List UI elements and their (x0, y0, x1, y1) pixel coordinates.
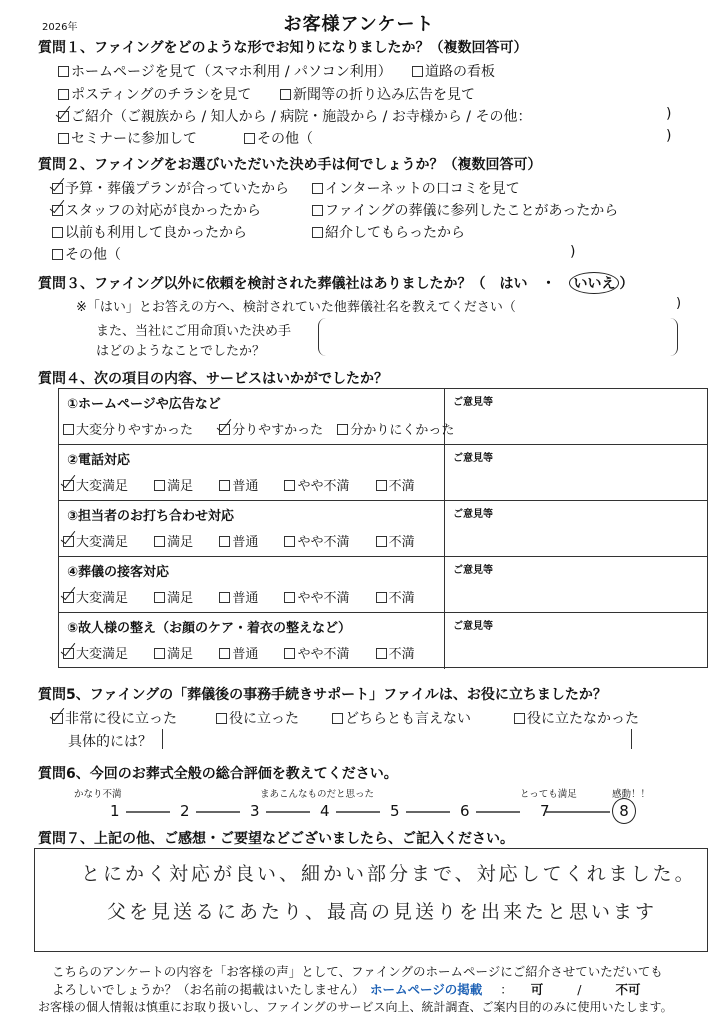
row-heading: ⑤故人様の整え（お顔のケア・着衣の整えなど） (67, 621, 352, 636)
q3-reason-bracket[interactable] (318, 318, 678, 356)
handwritten-comment-line1: とにかく対応が良い、細かい部分まで、対応してくれました。 (81, 863, 697, 885)
opinion-label: ご意見等 (453, 397, 493, 408)
scale-label-top: 感動！！ (612, 789, 651, 800)
checkbox-icon[interactable] (244, 133, 255, 144)
option-somewhat-dissatisfied[interactable]: やや不満 (284, 535, 349, 550)
checkbox-icon[interactable] (154, 536, 165, 547)
consent-no[interactable]: 不可 (615, 982, 641, 997)
option-dissatisfied[interactable]: 不満 (376, 479, 415, 494)
checked-checkbox-icon[interactable] (52, 183, 63, 194)
checked-checkbox-icon[interactable] (52, 205, 63, 216)
row-heading: ③担当者のお打ち合わせ対応 (67, 509, 235, 524)
q7-question: 質問７、上記の他、ご感想・ご要望などございましたら、ご記入ください。 (38, 831, 514, 847)
option-dissatisfied[interactable]: 不満 (376, 647, 415, 662)
q2-option-previous[interactable]: 以前も利用して良かったから (52, 222, 247, 242)
checkbox-icon[interactable] (332, 713, 343, 724)
checkbox-icon[interactable] (412, 66, 423, 77)
checkbox-icon[interactable] (63, 424, 74, 435)
scale-1[interactable]: 1 (110, 802, 120, 820)
footer-line2: よろしいでしょうか？（お名前の掲載はいたしません） (52, 982, 365, 997)
checkbox-icon[interactable] (216, 713, 227, 724)
q4-row-funeral-service (59, 557, 707, 613)
q5-option-very-helpful[interactable]: 非常に役に立った (52, 708, 177, 728)
option-dissatisfied[interactable]: 不満 (376, 535, 415, 550)
footer-line1: こちらのアンケートの内容を「お客様の声」として、ファイングのホームページにご紹介させていただいても (52, 964, 663, 979)
option-unclear[interactable]: 分かりにくかった (337, 423, 454, 438)
q3-question: 質問３、ファイング以外に依頼を検討された葬儀社はありましたか？（ はい ・ いいえ ） (38, 272, 633, 294)
checked-checkbox-icon[interactable] (219, 424, 230, 435)
q2-option-other[interactable]: その他（ (52, 244, 121, 264)
checkbox-icon[interactable] (284, 648, 295, 659)
q5-option-neutral[interactable]: どちらとも言えない (332, 708, 471, 728)
q5-detail-bracket[interactable] (162, 729, 632, 749)
checkbox-icon[interactable] (219, 648, 230, 659)
checkbox-icon[interactable] (154, 480, 165, 491)
checkbox-icon[interactable] (284, 480, 295, 491)
checkbox-icon[interactable] (154, 648, 165, 659)
scale-label-high: とっても満足 (520, 789, 577, 800)
q2-option-budget[interactable]: 予算・葬儀プランが合っていたから (52, 178, 289, 198)
opinion-label: ご意見等 (453, 621, 493, 632)
row-heading: ②電話対応 (67, 453, 131, 468)
q5-detail-label: 具体的には？ (68, 734, 152, 750)
q1-option-referral[interactable]: ご紹介（ご親族から / 知人から / 病院・施設から / お寺様から / その他： (58, 106, 531, 126)
q3-reason-line2: はどのようなことでしたか？ (96, 344, 266, 359)
scale-7[interactable]: 7 (540, 802, 550, 820)
checked-checkbox-icon[interactable] (63, 536, 74, 547)
option-very-satisfied[interactable]: 大変満足 (63, 535, 128, 550)
scale-label-mid: まあこんなものだと思った (260, 789, 375, 800)
option-satisfied[interactable]: 満足 (154, 591, 193, 606)
row-heading: ①ホームページや広告など (67, 397, 221, 412)
footer-hp-consent: ホームページの掲載 ： 可 / 不可 (370, 982, 641, 997)
q2-option-introduced[interactable]: 紹介してもらったから (312, 222, 465, 242)
consent-yes[interactable]: 可 (530, 982, 544, 997)
q1-option-other[interactable]: その他（ (244, 128, 313, 148)
q2-question: 質問２、ファイングをお選びいただいた決め手は何でしょうか？（複数回答可） (38, 157, 542, 173)
checkbox-icon[interactable] (312, 227, 323, 238)
handwritten-comment-line2: 父を見送るにあたり、最高の見送りを出来たと思います (107, 901, 658, 923)
scale-6[interactable]: 6 (460, 802, 470, 820)
opinion-label: ご意見等 (453, 565, 493, 576)
option-normal[interactable]: 普通 (219, 591, 258, 606)
scale-3[interactable]: 3 (250, 802, 260, 820)
scale-label-low: かなり不満 (74, 789, 122, 800)
option-clear[interactable]: 分りやすかった (219, 423, 323, 438)
checkbox-icon[interactable] (154, 592, 165, 603)
row-heading: ④葬儀の接客対応 (67, 565, 170, 580)
form-year: 2026年 (42, 22, 78, 33)
checkbox-icon[interactable] (376, 648, 387, 659)
q1-question: 質問１、ファイングをどのような形でお知りになりましたか？（複数回答可） (38, 40, 528, 56)
form-title: お客様アンケート (283, 14, 435, 35)
option-somewhat-dissatisfied[interactable]: やや不満 (284, 479, 349, 494)
option-normal[interactable]: 普通 (219, 535, 258, 550)
option-very-satisfied[interactable]: 大変満足 (63, 647, 128, 662)
comment-box[interactable] (34, 848, 708, 952)
scale-4[interactable]: 4 (320, 802, 330, 820)
q5-option-not-helpful[interactable]: 役に立たなかった (514, 708, 639, 728)
q1-other-close: ) (666, 128, 672, 144)
checkbox-icon[interactable] (219, 592, 230, 603)
scale-2[interactable]: 2 (180, 802, 190, 820)
checkbox-icon[interactable] (52, 227, 63, 238)
checkbox-icon[interactable] (52, 249, 63, 260)
option-somewhat-dissatisfied[interactable]: やや不満 (284, 647, 349, 662)
checkbox-icon[interactable] (284, 592, 295, 603)
option-satisfied[interactable]: 満足 (154, 647, 193, 662)
q1-option-homepage[interactable]: ホームページを見て（スマホ利用 / パソコン利用） (58, 61, 392, 81)
homepage-listing-label: ホームページの掲載 (370, 982, 483, 997)
checked-checkbox-icon[interactable] (52, 713, 63, 724)
checkbox-icon[interactable] (58, 89, 69, 100)
q3-yes[interactable]: はい (499, 276, 528, 292)
q4-rating-table (58, 388, 708, 668)
checked-checkbox-icon[interactable] (63, 648, 74, 659)
checkbox-icon[interactable] (312, 205, 323, 216)
q6-question: 質問6、今回のお葬式全般の総合評価を教えてください。 (38, 766, 398, 782)
opinion-label: ご意見等 (453, 453, 493, 464)
option-somewhat-dissatisfied[interactable]: やや不満 (284, 591, 349, 606)
option-satisfied[interactable]: 満足 (154, 535, 193, 550)
checkbox-icon[interactable] (219, 480, 230, 491)
scale-8-circled[interactable]: 8 (612, 798, 636, 824)
q1-option-seminar[interactable]: セミナーに参加して (58, 128, 197, 148)
option-very-satisfied[interactable]: 大変満足 (63, 591, 128, 606)
checkbox-icon[interactable] (376, 536, 387, 547)
checkbox-icon[interactable] (337, 424, 348, 435)
checkbox-icon[interactable] (312, 183, 323, 194)
q4-row-homepage (59, 389, 707, 445)
option-very-clear[interactable]: 大変分りやすかった (63, 423, 193, 438)
option-very-satisfied[interactable]: 大変満足 (63, 479, 128, 494)
q5-option-helpful[interactable]: 役に立った (216, 708, 299, 728)
q3-note: ※「はい」とお答えの方へ、検討されていた他葬儀社名を教えてください（ (76, 300, 516, 315)
q4-row-phone (59, 445, 707, 501)
checkbox-icon[interactable] (58, 66, 69, 77)
q4-row-staff-meeting (59, 501, 707, 557)
checked-checkbox-icon[interactable] (58, 111, 69, 122)
q2-option-attended[interactable]: ファイングの葬儀に参列したことがあったから (312, 200, 618, 220)
footer-privacy: お客様の個人情報は慎重にお取り扱いし、ファイングのサービス向上、統計調査、ご案内目的のみに使用いたします。 (38, 1000, 673, 1014)
q1-referral-close: ) (666, 106, 672, 122)
q1-option-signboard[interactable]: 道路の看板 (412, 61, 495, 81)
scale-5[interactable]: 5 (390, 802, 400, 820)
checked-checkbox-icon[interactable] (63, 480, 74, 491)
checkbox-icon[interactable] (376, 480, 387, 491)
q3-no-circled[interactable]: いいえ (569, 272, 619, 294)
q2-option-reviews[interactable]: インターネットの口コミを見て (312, 178, 520, 198)
q2-option-staff[interactable]: スタッフの対応が良かったから (52, 200, 261, 220)
option-satisfied[interactable]: 満足 (154, 479, 193, 494)
q4-question: 質問４、次の項目の内容、サービスはいかがでしたか？ (38, 371, 388, 387)
checkbox-icon[interactable] (514, 713, 525, 724)
checked-checkbox-icon[interactable] (63, 592, 74, 603)
opinion-label: ご意見等 (453, 509, 493, 520)
option-dissatisfied[interactable]: 不満 (376, 591, 415, 606)
checkbox-icon[interactable] (376, 592, 387, 603)
q5-question: 質問5、ファイングの「葬儀後の事務手続きサポート」ファイルは、お役に立ちましたか？ (38, 687, 607, 703)
q1-option-flyer[interactable]: ポスティングのチラシを見て (58, 84, 251, 104)
q4-row-deceased-care (59, 613, 707, 669)
checkbox-icon[interactable] (280, 89, 291, 100)
option-normal[interactable]: 普通 (219, 647, 258, 662)
q1-option-newspaper[interactable]: 新聞等の折り込み広告を見て (280, 84, 475, 104)
checkbox-icon[interactable] (284, 536, 295, 547)
q3-reason-line1: また、当社にご用命頂いた決め手 (96, 324, 292, 339)
option-normal[interactable]: 普通 (219, 479, 258, 494)
checkbox-icon[interactable] (58, 133, 69, 144)
checkbox-icon[interactable] (219, 536, 230, 547)
q3-note-close: ) (676, 296, 682, 311)
q2-other-close: ) (570, 244, 576, 260)
